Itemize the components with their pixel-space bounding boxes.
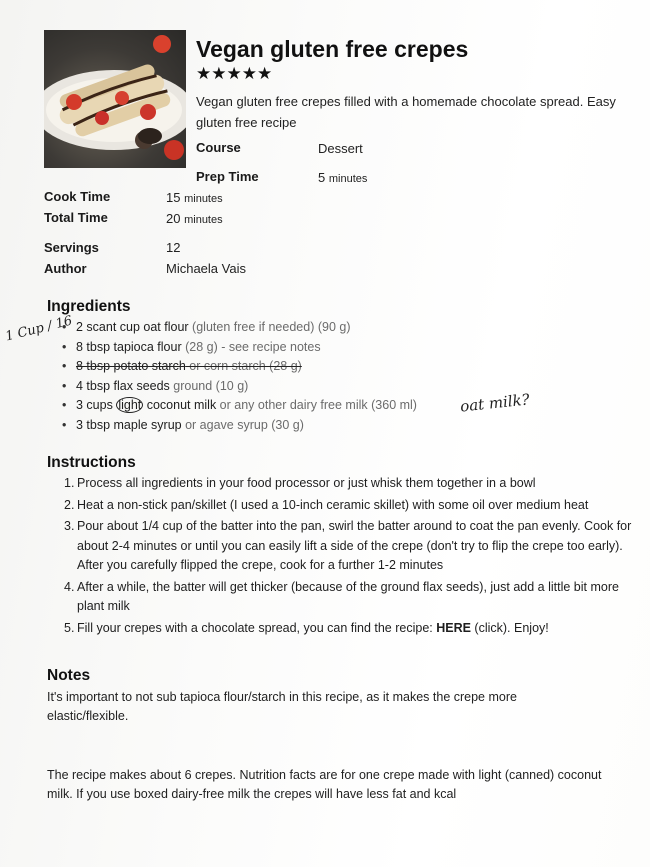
- step-text: Heat a non-stick pan/skillet (I used a 10-inch ceramic skillet) with some oil over medium heat: [77, 497, 589, 512]
- course-label: Course: [196, 140, 241, 155]
- notes-heading: Notes: [47, 667, 91, 684]
- prep-time-label: Prep Time: [196, 169, 259, 184]
- ingredient-extra: or agave syrup (30 g): [181, 417, 304, 432]
- recipe-summary: Vegan gluten free crepes filled with a homemade chocolate spread. Easy gluten free recipe: [196, 94, 616, 130]
- crepes-photo-icon: [44, 30, 186, 168]
- author-label: Author: [44, 261, 87, 276]
- ingredient-main: 2 scant cup oat flour: [76, 320, 189, 334]
- instructions-list: [64, 474, 636, 640]
- ingredient-extra: ground (10 g): [169, 378, 249, 393]
- instructions-heading: Instructions: [47, 454, 136, 471]
- ingredients-list: [62, 318, 482, 435]
- ingredient-main: 8 tbsp potato starch: [76, 359, 186, 373]
- total-time-label: Total Time: [44, 210, 108, 225]
- author-value: Michaela Vais: [166, 261, 246, 276]
- list-item: [62, 416, 482, 436]
- list-item: [62, 396, 482, 416]
- ingredient-main: coconut milk: [143, 398, 217, 412]
- ingredient-extra: (gluten free if needed) (90 g): [188, 320, 351, 334]
- notes-paragraph-1: It's important to not sub tapioca flour/starch in this recipe, as it makes the crepe more elastic/flexible.: [47, 690, 517, 723]
- servings-value: 12: [166, 240, 181, 255]
- list-item-struck: [62, 357, 482, 377]
- recipe-title: Vegan gluten free crepes: [196, 36, 469, 62]
- total-time-value: [166, 211, 223, 226]
- step-text: Pour about 1/4 cup of the batter into the pan, swirl the batter around to coat the pan evenly. Cook for about 2-4 minutes or until you can easily lift a side of the crepe (don't try to flip the crepe too early). After you carefully flipped the crepe, cook for a further 1-2 minutes: [77, 519, 632, 572]
- prep-time-value: [318, 170, 367, 185]
- total-time-number: 20: [166, 211, 181, 226]
- instruction-step: 1. Process all ingredients in your food processor or just whisk them together in a bowl: [64, 476, 536, 490]
- list-item: [62, 318, 482, 338]
- cook-time-unit: minutes: [184, 193, 223, 205]
- here-link[interactable]: HERE: [436, 620, 471, 635]
- list-item: [62, 338, 482, 358]
- instruction-step: 4. After a while, the batter will get thicker (because of the ground flax seeds), just add a little bit more plant milk: [64, 579, 619, 613]
- instruction-step: 5. Fill your crepes with a chocolate spread, you can find the recipe: HERE (click). Enjoy!: [64, 620, 549, 635]
- ingredient-main: 8 tbsp tapioca flour: [76, 339, 182, 354]
- circled-word: light: [118, 398, 142, 412]
- ingredient-main: 3 tbsp maple syrup: [76, 417, 182, 432]
- cook-time-number: 15: [166, 190, 181, 205]
- handwritten-note-left: 1 Cup / 16: [4, 313, 74, 345]
- cook-time-value: [166, 190, 223, 205]
- instruction-step: 2. Heat a non-stick pan/skillet (I used a 10-inch ceramic skillet) with some oil over medium heat: [64, 497, 589, 512]
- ingredients-heading: Ingredients: [47, 298, 131, 315]
- ingredient-extra: (28 g) - see recipe notes: [181, 339, 321, 354]
- ingredient-extra: or any other dairy free milk (360 ml): [216, 398, 417, 412]
- servings-label: Servings: [44, 240, 99, 255]
- ingredient-amount: 3 cups: [76, 398, 117, 412]
- ingredient-main: 4 tbsp flax seeds: [76, 378, 170, 393]
- total-time-unit: minutes: [184, 214, 223, 226]
- notes-paragraph-2: The recipe makes about 6 crepes. Nutrition facts are for one crepe made with light (canned) coconut milk. If you use boxed dairy-free milk the crepes will have less fat and kcal: [47, 768, 602, 801]
- cook-time-label: Cook Time: [44, 189, 111, 204]
- step-text: Fill your crepes with a chocolate spread, you can find the recipe:: [77, 620, 437, 635]
- step-text-end: (click). Enjoy!: [470, 620, 549, 635]
- handwritten-note-right: oat milk?: [459, 390, 531, 416]
- recipe-photo: [44, 30, 186, 168]
- step-text: After a while, the batter will get thicker (because of the ground flax seeds), just add a little bit more plant milk: [77, 579, 619, 613]
- ingredient-extra: or corn starch (28 g): [185, 359, 302, 373]
- list-item: [62, 377, 482, 397]
- prep-time-unit: minutes: [328, 173, 368, 185]
- rating-stars-icon: ★★★★★: [196, 64, 273, 83]
- course-value: Dessert: [318, 141, 363, 156]
- step-text: Process all ingredients in your food processor or just whisk them together in a bowl: [77, 476, 536, 490]
- prep-time-number: 5: [318, 170, 326, 185]
- instruction-step: 3. Pour about 1/4 cup of the batter into the pan, swirl the batter around to coat the pan evenly. Cook for about 2-4 minutes or until you can easily lift a side of the crepe (don't try to flip the crepe too early). After you carefully flipped the crepe, cook for a further 1-2 minutes: [64, 519, 632, 572]
